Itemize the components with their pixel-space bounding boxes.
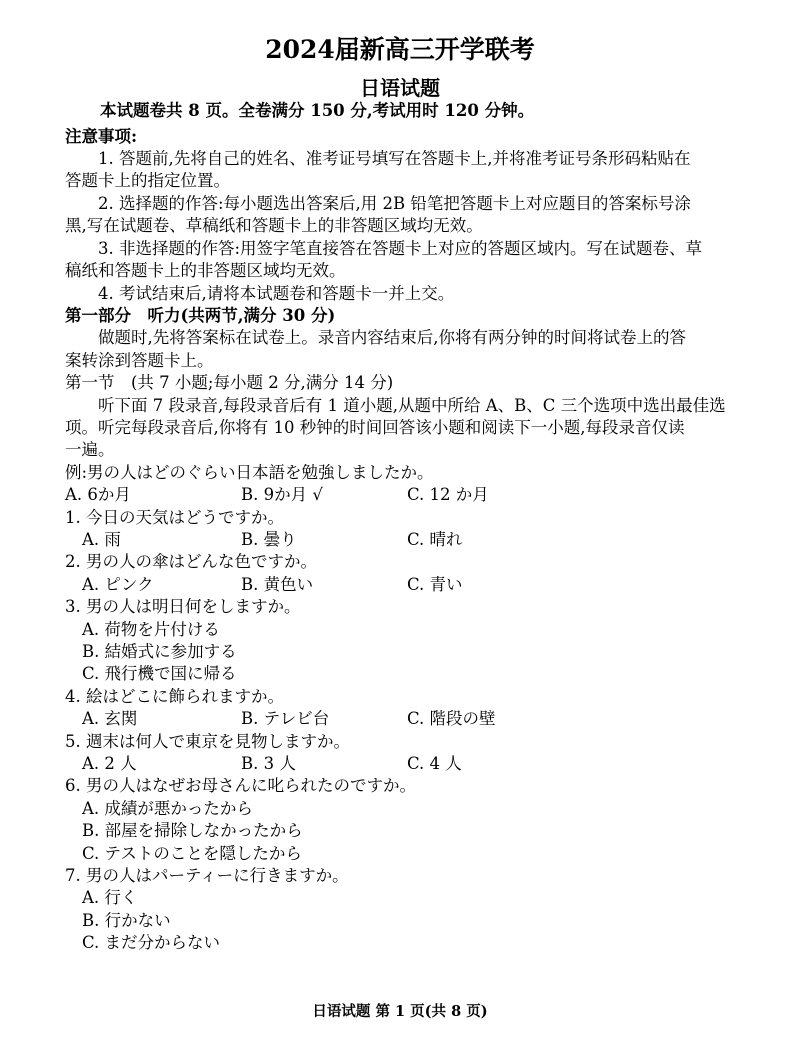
- question-1-option-b: B. 曇り: [241, 530, 297, 549]
- question-6-option-b: B. 部屋を掃除しなかったから: [82, 821, 303, 840]
- question-2-option-c: C. 青い: [407, 575, 463, 594]
- question-4: 4. 絵はどこに飾られますか。: [65, 687, 284, 706]
- section1-instruction-line-2: 项。听完每段录音后,你将有 10 秒钟的时间回答该小题和阅读下一小题,每段录音仅读: [65, 418, 685, 437]
- question-5-option-c: C. 4 人: [407, 754, 462, 773]
- question-3: 3. 男の人は明日何をしますか。: [65, 597, 301, 616]
- question-2-option-b: B. 黄色い: [241, 575, 314, 594]
- question-4-option-c: C. 階段の壁: [407, 709, 496, 728]
- example-option-a: A. 6か月: [65, 485, 131, 504]
- question-7-option-a: A. 行く: [82, 888, 138, 907]
- example-option-c: C. 12 か月: [407, 485, 489, 504]
- note-4-line-1: 4. 考试结束后,请将本试题卷和答题卡一并上交。: [98, 284, 455, 303]
- question-2-option-a: A. ピンク: [82, 575, 154, 594]
- question-7-option-b: B. 行かない: [82, 911, 171, 930]
- question-1-option-a: A. 雨: [82, 530, 121, 549]
- note-3-line-2: 稿纸和答题卡上的非答题区域均无效。: [65, 261, 346, 280]
- exam-title: 2024届新高三开学联考: [265, 35, 535, 64]
- question-1: 1. 今日の天気はどうですか。: [65, 508, 284, 527]
- question-2: 2. 男の人の傘はどんな色ですか。: [65, 552, 317, 571]
- question-3-option-c: C. 飛行機で国に帰る: [82, 664, 237, 683]
- question-6: 6. 男の人はなぜお母さんに叱られたのですか。: [65, 776, 416, 795]
- example-question: 例:男の人はどのぐらい日本語を勉強しましたか。: [65, 463, 434, 482]
- note-1-line-2: 答题卡上的指定位置。: [65, 171, 230, 190]
- example-option-b: B. 9か月 √: [241, 485, 323, 504]
- part1-instruction-line-2: 案转涂到答题卡上。: [65, 351, 214, 370]
- note-2-line-2: 黑,写在试题卷、草稿纸和答题卡上的非答题区域均无效。: [65, 216, 483, 235]
- exam-info: 本试题卷共 8 页。全卷满分 150 分,考试用时 120 分钟。: [100, 101, 535, 120]
- exam-subtitle: 日语试题: [360, 76, 440, 100]
- part1-instruction-line-1: 做题时,先将答案标在试卷上。录音内容结束后,你将有两分钟的时间将试卷上的答: [98, 328, 686, 347]
- question-6-option-c: C. テストのことを隠したから: [82, 844, 302, 863]
- question-7-option-c: C. まだ分からない: [82, 933, 221, 952]
- question-4-option-b: B. テレビ台: [241, 709, 330, 728]
- section1-instruction-line-1: 听下面 7 段录音,每段录音后有 1 道小题,从题中所给 A、B、C 三个选项中选出最佳选: [98, 396, 726, 415]
- page-footer: 日语试题 第 1 页(共 8 页): [312, 1003, 488, 1020]
- question-4-option-a: A. 玄関: [82, 709, 138, 728]
- question-5: 5. 週末は何人で東京を見物しますか。: [65, 732, 350, 751]
- section1-heading: 第一节 (共 7 小题;每小题 2 分,满分 14 分): [65, 373, 394, 392]
- note-1-line-1: 1. 答题前,先将自己的姓名、准考证号填写在答题卡上,并将准考证号条形码粘贴在: [98, 149, 691, 168]
- question-3-option-b: B. 結婚式に参加する: [82, 642, 237, 661]
- question-1-option-c: C. 晴れ: [407, 530, 463, 549]
- part1-heading: 第一部分 听力(共两节,满分 30 分): [65, 306, 336, 325]
- question-5-option-a: A. 2 人: [82, 754, 137, 773]
- note-2-line-1: 2. 选择题的作答:每小题选出答案后,用 2B 铅笔把答题卡上对应题目的答案标号涂: [98, 194, 691, 213]
- notes-heading: 注意事项:: [65, 127, 138, 146]
- section1-instruction-line-3: 一遍。: [65, 440, 115, 459]
- question-6-option-a: A. 成績が悪かったから: [82, 799, 253, 818]
- question-5-option-b: B. 3 人: [241, 754, 296, 773]
- question-3-option-a: A. 荷物を片付ける: [82, 620, 220, 639]
- note-3-line-1: 3. 非选择题的作答:用签字笔直接答在答题卡上对应的答题区域内。写在试题卷、草: [98, 239, 703, 258]
- question-7: 7. 男の人はパーティーに行きますか。: [65, 866, 349, 885]
